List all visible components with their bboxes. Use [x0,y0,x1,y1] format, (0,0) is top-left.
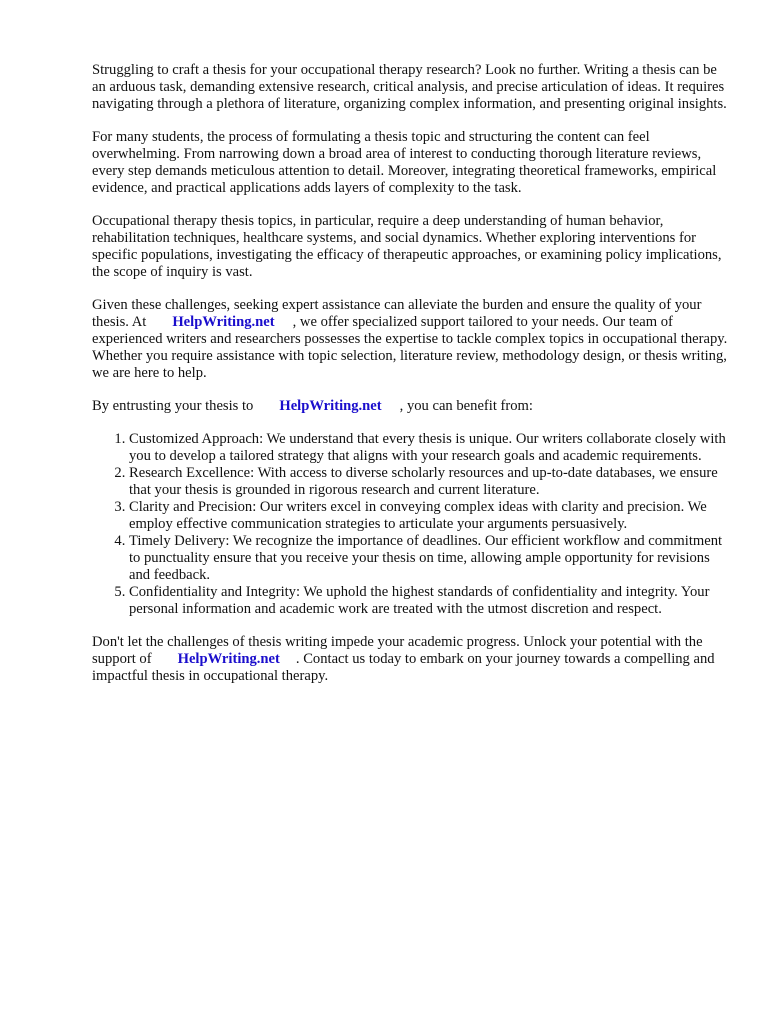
list-item-confidentiality: 5. Confidentiality and Integrity: We uphold the highest standards of confidentiality and integrity. Your personal information and academic work are treated with the utmost discretion and respect. [129,584,728,618]
helpwriting-link-1[interactable]: HelpWriting.net [172,314,275,330]
paragraph-benefit-before: By entrusting your thesis to [92,398,254,414]
paragraph-closing-before: Don't let the challenges of thesis writing impede your academic progress. Unlock your potential with the support of [92,634,703,667]
paragraph-closing-after: . Contact us today to embark on your journey towards a compelling and impactful thesis in occupational therapy. [92,651,715,684]
benefits-list [92,431,728,618]
list-item-delivery: 4. Timely Delivery: We recognize the importance of deadlines. Our efficient workflow and commitment to punctuality ensure that you receive your thesis on time, allowing ample opportunity for revisions and feedback. [129,533,728,584]
helpwriting-link-2[interactable]: HelpWriting.net [279,398,382,414]
list-item-research: 2. Research Excellence: With access to diverse scholarly resources and up-to-date databases, we ensure that your thesis is grounded in rigorous research and current literature. [129,465,728,499]
list-item-clarity: 3. Clarity and Precision: Our writers excel in conveying complex ideas with clarity and precision. We employ effective communication strategies to articulate your arguments persuasively. [129,499,728,533]
paragraph-closing [92,634,728,685]
paragraph-assistance-after: , we offer specialized support tailored to your needs. Our team of experienced writers and researchers possesses the expertise to tackle complex topics in occupational therapy. Whether you require assistance with topic selection, literature review, methodology design, or thesis writing, we are here to help. [92,314,728,381]
paragraph-challenges: For many students, the process of formulating a thesis topic and structuring the content can feel overwhelming. From narrowing down a broad area of interest to conducting thorough literature reviews, every step demands meticulous attention to detail. Moreover, integrating theoretical frameworks, empirical evidence, and practical applications adds layers of complexity to the task. [92,129,717,196]
paragraph-topics: Occupational therapy thesis topics, in particular, require a deep understanding of human behavior, rehabilitation techniques, healthcare systems, and social dynamics. Whether exploring interventions for specific populations, investigating the efficacy of therapeutic approaches, or examining policy implications, the scope of inquiry is vast. [92,213,722,280]
paragraph-benefit-intro [92,398,728,415]
paragraph-assistance-before: Given these challenges, seeking expert assistance can alleviate the burden and ensure the quality of your thesis. At [92,297,702,330]
document-body [92,62,728,701]
paragraph-assistance [92,297,728,382]
helpwriting-link-3[interactable]: HelpWriting.net [177,651,280,667]
list-item-customized: 1. Customized Approach: We understand that every thesis is unique. Our writers collaborate closely with you to develop a tailored strategy that aligns with your research goals and academic requirements. [129,431,728,465]
paragraph-benefit-after: , you can benefit from: [399,398,533,414]
paragraph-intro: Struggling to craft a thesis for your occupational therapy research? Look no further. Writing a thesis can be an arduous task, demanding extensive research, critical analysis, and precise articulation of ideas. It requires navigating through a plethora of literature, organizing complex information, and presenting original insights. [92,62,727,112]
